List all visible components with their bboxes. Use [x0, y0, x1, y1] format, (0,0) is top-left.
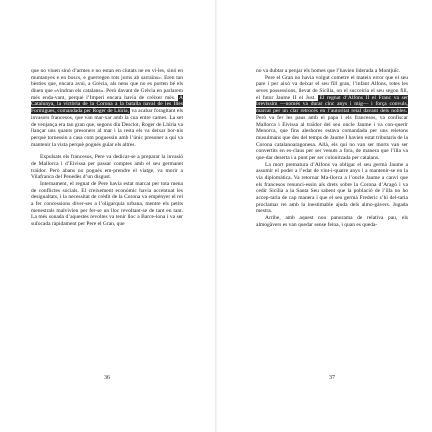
left-paragraph-1	[31, 68, 183, 148]
right-paragraph-3	[256, 162, 408, 216]
text-span: Però va fer les paus amb el papa i els francesos, va confiscar Mallorca i Eivissa al traïdor del seu oncle Jaume i va con-querir Menorca, que fins aleshores estava comandada per uns reietons musulmans que des del temps de Jaume I havien estat tributaris de la Corona catalanoaragonesa. Allà, els qui no van ser morts van ser convertits en es-claus per ser venuts a fora, de manera que l’illa va que-dar deserta i a punt per ser colonitzada per catalans.	[256, 114, 408, 161]
right-paragraph-1	[256, 68, 408, 75]
left-page-body	[31, 68, 183, 228]
highlighted-text: El regnat d’Alfons II el Franc va ser brevíssim —només va durar cinc anys i mig— i força convuls, marcat per un clar retrocés en l’autoritat reial davant dels nobles.	[256, 94, 408, 115]
text-span: Pere el Gran no havia volgut cometre el mateix error que el seu pare i per això va deixar el seu fill gran, l’infant Alfons, totes les seves possessions, llevat de Sicília, on el succeiria el seu segon fill, el futur Jaume II el Just.	[256, 74, 408, 101]
right-page-body	[256, 68, 408, 229]
right-paragraph-2	[256, 75, 408, 162]
text-span: va acabar foragitant els invasors francesos, que van mar-xar amb la cua entre cames. La set de venjança era tan gran que, segons diu Desclot, Roger de Llúria va llançar uns quants presoners al mar i la resta els va deixar bor-nis perquè tornessin a casa com poguessin amb l’únic presoner a qui va mantenir la vista perquè pogués guiar els altres.	[31, 108, 184, 148]
page-number-right: 37	[329, 375, 335, 381]
left-paragraph-3	[31, 181, 183, 228]
left-paragraph-2	[31, 154, 183, 181]
right-page	[216, 0, 432, 432]
page-number-left: 36	[104, 375, 110, 381]
highlighted-text: A Catalunya, la víctòria de la Corona a la batalla naval de les Illes Formigues, comandada per Roger de Llúria,	[31, 94, 183, 115]
text-span: que no viuen sinó d’armes e no estan en ciutats ne en vi-les, sinó en muntanyes e en boscs, e guerregen tots jorns ab sarraïns». Eren tan bèsties que, encara avui, a Grècia, als nens que no es porten bé els diuen que «vindran els catalans». Però davant de Grècia en parlarem més enda-vant, perquè l’Imperi encara havia de créixer més.	[31, 68, 183, 101]
text-span: La mort prematura d’Alfons va obligar el seu germà Jaume a assumir el poder a l’edat de vint-i-quatre anys i a mantenir-se en la via diplomàtica. Va retornar Ma-llorca a l’oncle Jaume a canvi que els francesos renunci-essin als drets sobre la Corona d’Aragó i va cedir Sicília a la Santa Seu sabent que la població de l’illa no ho accep-taria de cap manera i que el seu germà Frederic s’hi del-taria proclamar rei amb la inestimable ajuda dels almo-gàvers. Jugada mestra.	[256, 161, 408, 215]
text-span: no va dubtar a penjar els homes que l’havien liderada a Montjuïc.	[256, 68, 401, 74]
text-span: Internament, el regnat de Pere havia estat marcat per tota mena de conflictes socials. El creixement econòmic havia accentuat les desigualtats, i la necessitat de crèdit de la Corona va empènyer el rei a fer concessions diver-ses a l’oligarquia urbana, mentre els petits menestrals malvivien per fer-se un lloc revoltant-se de tant en tant. La més sonada d’aquestes revoltes va tenir lloc a Barce-lona i va ser sufocada ràpidament per Pere el Gran, que	[31, 181, 183, 228]
right-paragraph-4	[256, 215, 408, 228]
text-span: Expulsats els francesos, Pere va dedicar-se a preparar la invasió de Mallorca i d’Eivissa per passar comptes amb el seu germanet traïdor. Però abans no pogués em-prendre el viatge, va morir a Vilafranca del Penedès d’un disgust.	[31, 154, 183, 181]
text-span: Arribe, amb aquest nou panorama de relativa pau, els almogàvers es van quedar sense feina, i quan es queda-	[256, 215, 408, 228]
